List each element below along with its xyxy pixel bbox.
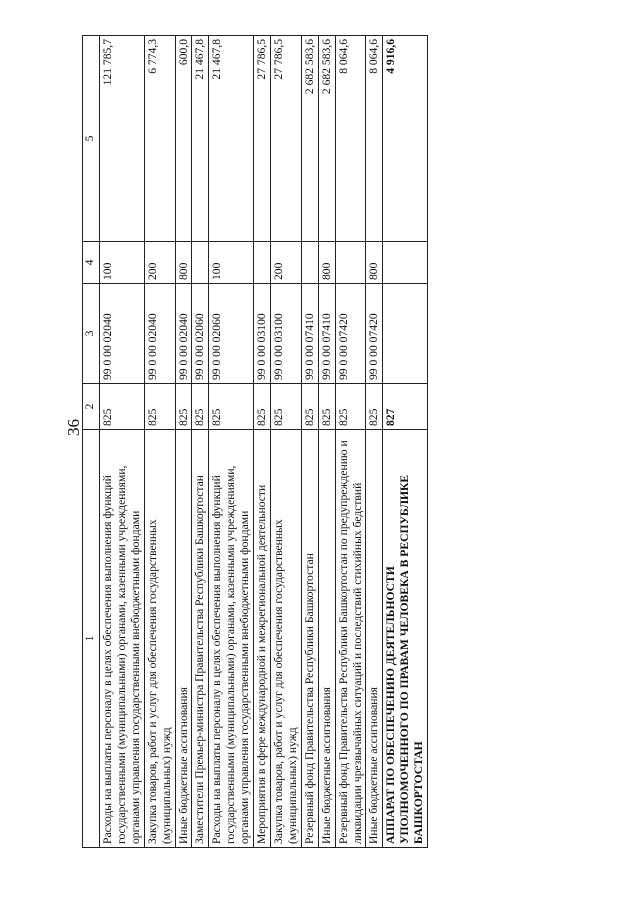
row-target-code: 99 0 00 07410 xyxy=(301,284,318,384)
row-amount: 4 916,6 xyxy=(383,36,428,242)
row-amount: 21 467,8 xyxy=(209,36,254,242)
row-description: Резервный фонд Правительства Республики Башкортостан xyxy=(301,430,318,848)
rotated-table-container xyxy=(82,36,552,848)
row-expense-type: 100 xyxy=(100,242,145,284)
header-col-4: 4 xyxy=(83,242,100,284)
row-expense-type: 800 xyxy=(366,242,383,284)
header-row xyxy=(83,36,100,848)
header-col-1: 1 xyxy=(83,430,100,848)
table-row xyxy=(209,36,254,848)
row-expense-type xyxy=(254,242,271,284)
row-ministry-code: 825 xyxy=(318,384,335,430)
page-number: 36 xyxy=(64,419,83,436)
row-target-code: 99 0 00 07420 xyxy=(366,284,383,384)
table-row xyxy=(192,36,209,848)
row-description: АППАРАТ ПО ОБЕСПЕЧЕНИЮ ДЕЯТЕЛЬНОСТИ УПОЛНОМОЧЕННОГО ПО ПРАВАМ ЧЕЛОВЕКА В РЕСПУБЛИКЕ БАШКОРТОСТАН xyxy=(383,430,428,848)
row-target-code: 99 0 00 07410 xyxy=(318,284,335,384)
row-description: Резервный фонд Правительства Республики Башкортостан по предупреждению и ликвидации чрезвычайных ситуаций и последствий стихийных бедствий xyxy=(335,430,366,848)
row-expense-type: 800 xyxy=(318,242,335,284)
header-col-2: 2 xyxy=(83,384,100,430)
row-description: Расходы на выплаты персоналу в целях обеспечения выполнения функций государственными (муниципальными) органами, казенными учреждениями, органами управления государственными внебюджетными фондами xyxy=(209,430,254,848)
row-ministry-code: 825 xyxy=(144,384,175,430)
row-expense-type xyxy=(301,242,318,284)
row-ministry-code: 825 xyxy=(301,384,318,430)
row-ministry-code: 825 xyxy=(366,384,383,430)
row-expense-type xyxy=(335,242,366,284)
row-ministry-code: 825 xyxy=(192,384,209,430)
table-row xyxy=(270,36,301,848)
row-amount: 6 774,3 xyxy=(144,36,175,242)
row-description: Закупка товаров, работ и услуг для обеспечения государственных (муниципальных) нужд xyxy=(144,430,175,848)
row-target-code: 99 0 00 02040 xyxy=(100,284,145,384)
row-target-code: 99 0 00 02060 xyxy=(209,284,254,384)
table-row xyxy=(318,36,335,848)
row-target-code: 99 0 00 03100 xyxy=(270,284,301,384)
table-row xyxy=(335,36,366,848)
row-ministry-code: 825 xyxy=(254,384,271,430)
row-target-code: 99 0 00 03100 xyxy=(254,284,271,384)
row-description: Иные бюджетные ассигнования xyxy=(175,430,192,848)
row-expense-type: 200 xyxy=(144,242,175,284)
row-expense-type: 200 xyxy=(270,242,301,284)
row-expense-type: 800 xyxy=(175,242,192,284)
row-ministry-code: 827 xyxy=(383,384,428,430)
row-description: Закупка товаров, работ и услуг для обеспечения государственных (муниципальных) нужд xyxy=(270,430,301,848)
row-ministry-code: 825 xyxy=(209,384,254,430)
row-description: Мероприятия в сфере международной и межрегиональной деятельности xyxy=(254,430,271,848)
table-body xyxy=(100,36,428,848)
row-description: Иные бюджетные ассигнования xyxy=(318,430,335,848)
row-description: Заместители Премьер-министра Правительства Республики Башкортостан xyxy=(192,430,209,848)
row-expense-type xyxy=(383,242,428,284)
row-amount: 8 064,6 xyxy=(335,36,366,242)
header-col-3: 3 xyxy=(83,284,100,384)
row-amount: 8 064,6 xyxy=(366,36,383,242)
row-ministry-code: 825 xyxy=(335,384,366,430)
row-ministry-code: 825 xyxy=(175,384,192,430)
row-amount: 21 467,8 xyxy=(192,36,209,242)
row-target-code xyxy=(383,284,428,384)
row-amount: 2 682 583,6 xyxy=(318,36,335,242)
row-amount: 27 786,5 xyxy=(270,36,301,242)
table-row xyxy=(254,36,271,848)
table-row xyxy=(175,36,192,848)
header-col-5: 5 xyxy=(83,36,100,242)
row-amount: 600,0 xyxy=(175,36,192,242)
row-target-code: 99 0 00 02060 xyxy=(192,284,209,384)
table-row xyxy=(301,36,318,848)
row-ministry-code: 825 xyxy=(270,384,301,430)
row-amount: 2 682 583,6 xyxy=(301,36,318,242)
table-row xyxy=(144,36,175,848)
row-expense-type: 100 xyxy=(209,242,254,284)
row-target-code: 99 0 00 02040 xyxy=(144,284,175,384)
row-description: Расходы на выплаты персоналу в целях обеспечения выполнения функций государственными (муниципальными) органами, казенными учреждениями, органами управления государственными внебюджетными фондами xyxy=(100,430,145,848)
table-row xyxy=(383,36,428,848)
row-amount: 121 785,7 xyxy=(100,36,145,242)
row-target-code: 99 0 00 02040 xyxy=(175,284,192,384)
budget-table xyxy=(82,35,428,848)
table-row xyxy=(100,36,145,848)
row-amount: 27 786,5 xyxy=(254,36,271,242)
row-target-code: 99 0 00 07420 xyxy=(335,284,366,384)
row-ministry-code: 825 xyxy=(100,384,145,430)
table-row xyxy=(366,36,383,848)
row-description: Иные бюджетные ассигнования xyxy=(366,430,383,848)
row-expense-type xyxy=(192,242,209,284)
